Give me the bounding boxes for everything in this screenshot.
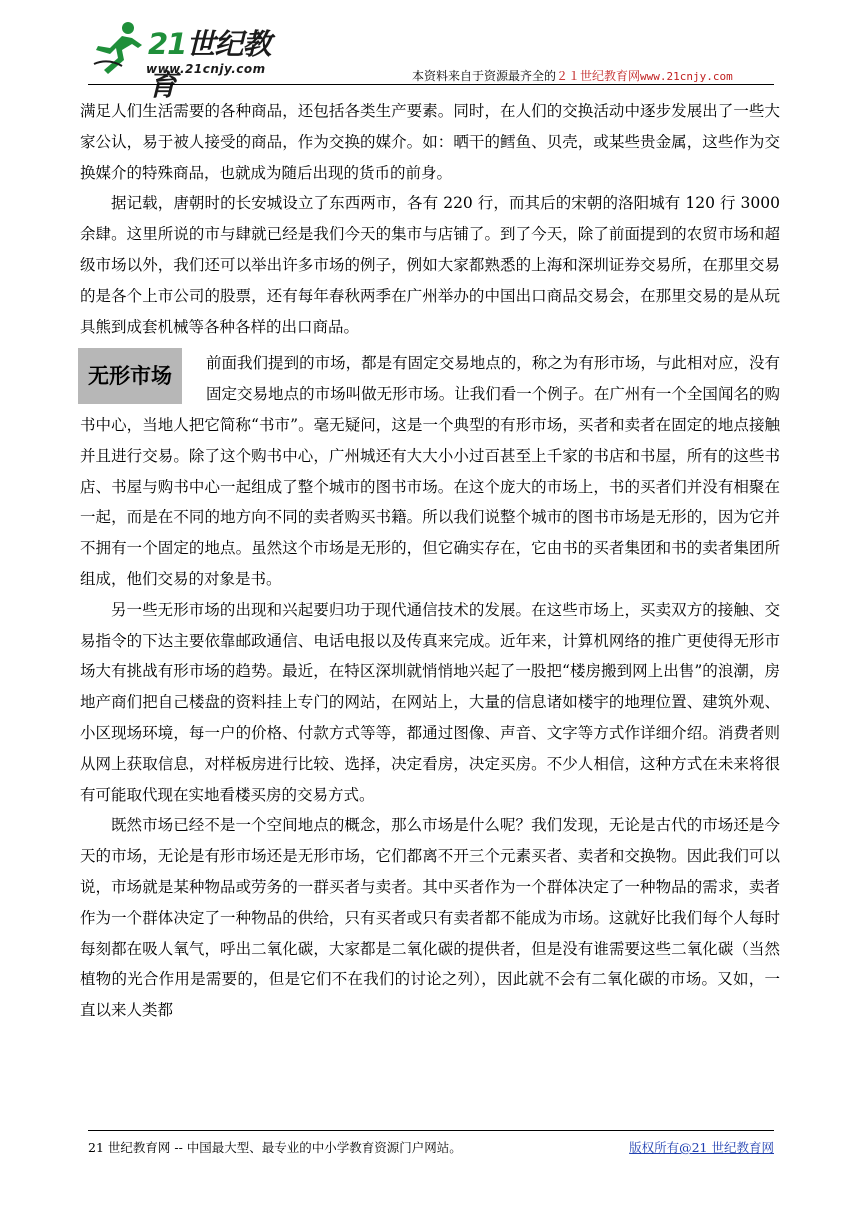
logo-brand-name: 21世纪教育 — [148, 27, 271, 102]
paragraph-3: 前面我们提到的市场，都是有固定交易地点的，称之为有形市场，与此相对应，没有固定交易地点的市场叫做无形市场。让我们看一个例子。在广州有一个全国闻名的购书中心，当地人把它简称“书市”。毫无疑问，这是一个典型的有形市场，买者和卖者在固定的地点接触并且进行交易。除了这个购书中心，广州城还有大大小小过百甚至上千家的书店和书屋，所有的这些书店、书屋与购书中心一起组成了整个城市的图书市场。在这个庞大的市场上，书的买者们并没有相聚在一起，而是在不同的地方向不同的卖者购买书籍。所以我们说整个城市的图书市场是无形的，因为它并不拥有一个固定的地点。虽然这个市场是无形的，但它确实存在，它由书的买者集团和书的卖者集团所组成，他们交易的对象是书。 — [80, 354, 780, 588]
paragraph-1: 满足人们生活需要的各种商品，还包括各类生产要素。同时，在人们的交换活动中逐步发展出了一些大家公认，易于被人接受的商品，作为交换的媒介。如：晒干的鳕鱼、贝壳，或某些贵金属，这些作为交换媒介的特殊商品，也就成为随后出现的货币的前身。 — [80, 102, 780, 182]
section-tag-intangible-market: 无形市场 — [78, 348, 182, 404]
header-note-prefix: 本资料来自于资源最齐全的 — [412, 69, 557, 83]
footer-divider — [88, 1130, 774, 1131]
header-divider — [88, 84, 774, 85]
runner-logo-icon — [88, 18, 150, 78]
header-note-site-name: ２１世纪教育网 — [556, 69, 641, 83]
footer-copyright-link[interactable]: 版权所有@21 世纪教育网 — [629, 1140, 774, 1155]
paragraph-4: 另一些无形市场的出现和兴起要归功于现代通信技术的发展。在这些市场上，买卖双方的接触、交易指令的下达主要依靠邮政通信、电话电报以及传真来完成。近年来，计算机网络的推广更使得无形市场大有挑战有形市场的趋势。最近，在特区深圳就悄悄地兴起了一股把“楼房搬到网上出售”的浪潮，房地产商们把自己楼盘的资料挂上专门的网站，在网站上，大量的信息诸如楼宇的地理位置、建筑外观、小区现场环境，每一户的价格、付款方式等等，都通过图像、声音、文字等方式作详细介绍。消费者则从网上获取信息，对样板房进行比较、选择，决定看房，决定买房。不少人相信，这种方式在未来将很有可能取代现在实地看楼买房的交易方式。 — [80, 600, 780, 804]
header-source-note — [412, 67, 733, 84]
footer-site-description: 21 世纪教育网 -- 中国最大型、最专业的中小学教育资源门户网站。 — [88, 1140, 462, 1155]
paragraph-3-block — [80, 348, 780, 594]
logo-url: www.21cnjy.com — [146, 62, 266, 76]
paragraph-5: 既然市场已经不是一个空间地点的概念，那么市场是什么呢？我们发现，无论是古代的市场还是今天的市场，无论是有形市场还是无形市场，它们都离不开三个元素买者、卖者和交换物。因此我们可以说，市场就是某种物品或劳务的一群买者与卖者。其中买者作为一个群体决定了一种物品的需求，卖者作为一个群体决定了一种物品的供给，只有买者或只有卖者都不能成为市场。这就好比我们每个人每时每刻都在吸人氧气，呼出二氧化碳，大家都是二氧化碳的提供者，但是没有谁需要这些二氧化碳（当然植物的光合作用是需要的，但是它们不在我们的讨论之列），因此就不会有二氧化碳的市场。又如，一直以来人类都 — [80, 816, 780, 1020]
document-body — [80, 96, 780, 1026]
site-logo[interactable] — [88, 18, 293, 102]
header-note-url[interactable]: www.21cnjy.com — [640, 70, 733, 83]
paragraph-2: 据记载，唐朝时的长安城设立了东西两市，各有 220 行，而其后的宋朝的洛阳城有 120 行 3000 余肆。这里所说的市与肆就已经是我们今天的集市与店铺了。到了今天，除了前面提到的农贸市场和超级市场以外，我们还可以举出许多市场的例子，例如大家都熟悉的上海和深圳证券交易所，在那里交易的是各个上市公司的股票，还有每年春秋两季在广州举办的中国出口商品交易会，在那里交易的是从玩具熊到成套机械等各种各样的出口商品。 — [80, 194, 780, 336]
